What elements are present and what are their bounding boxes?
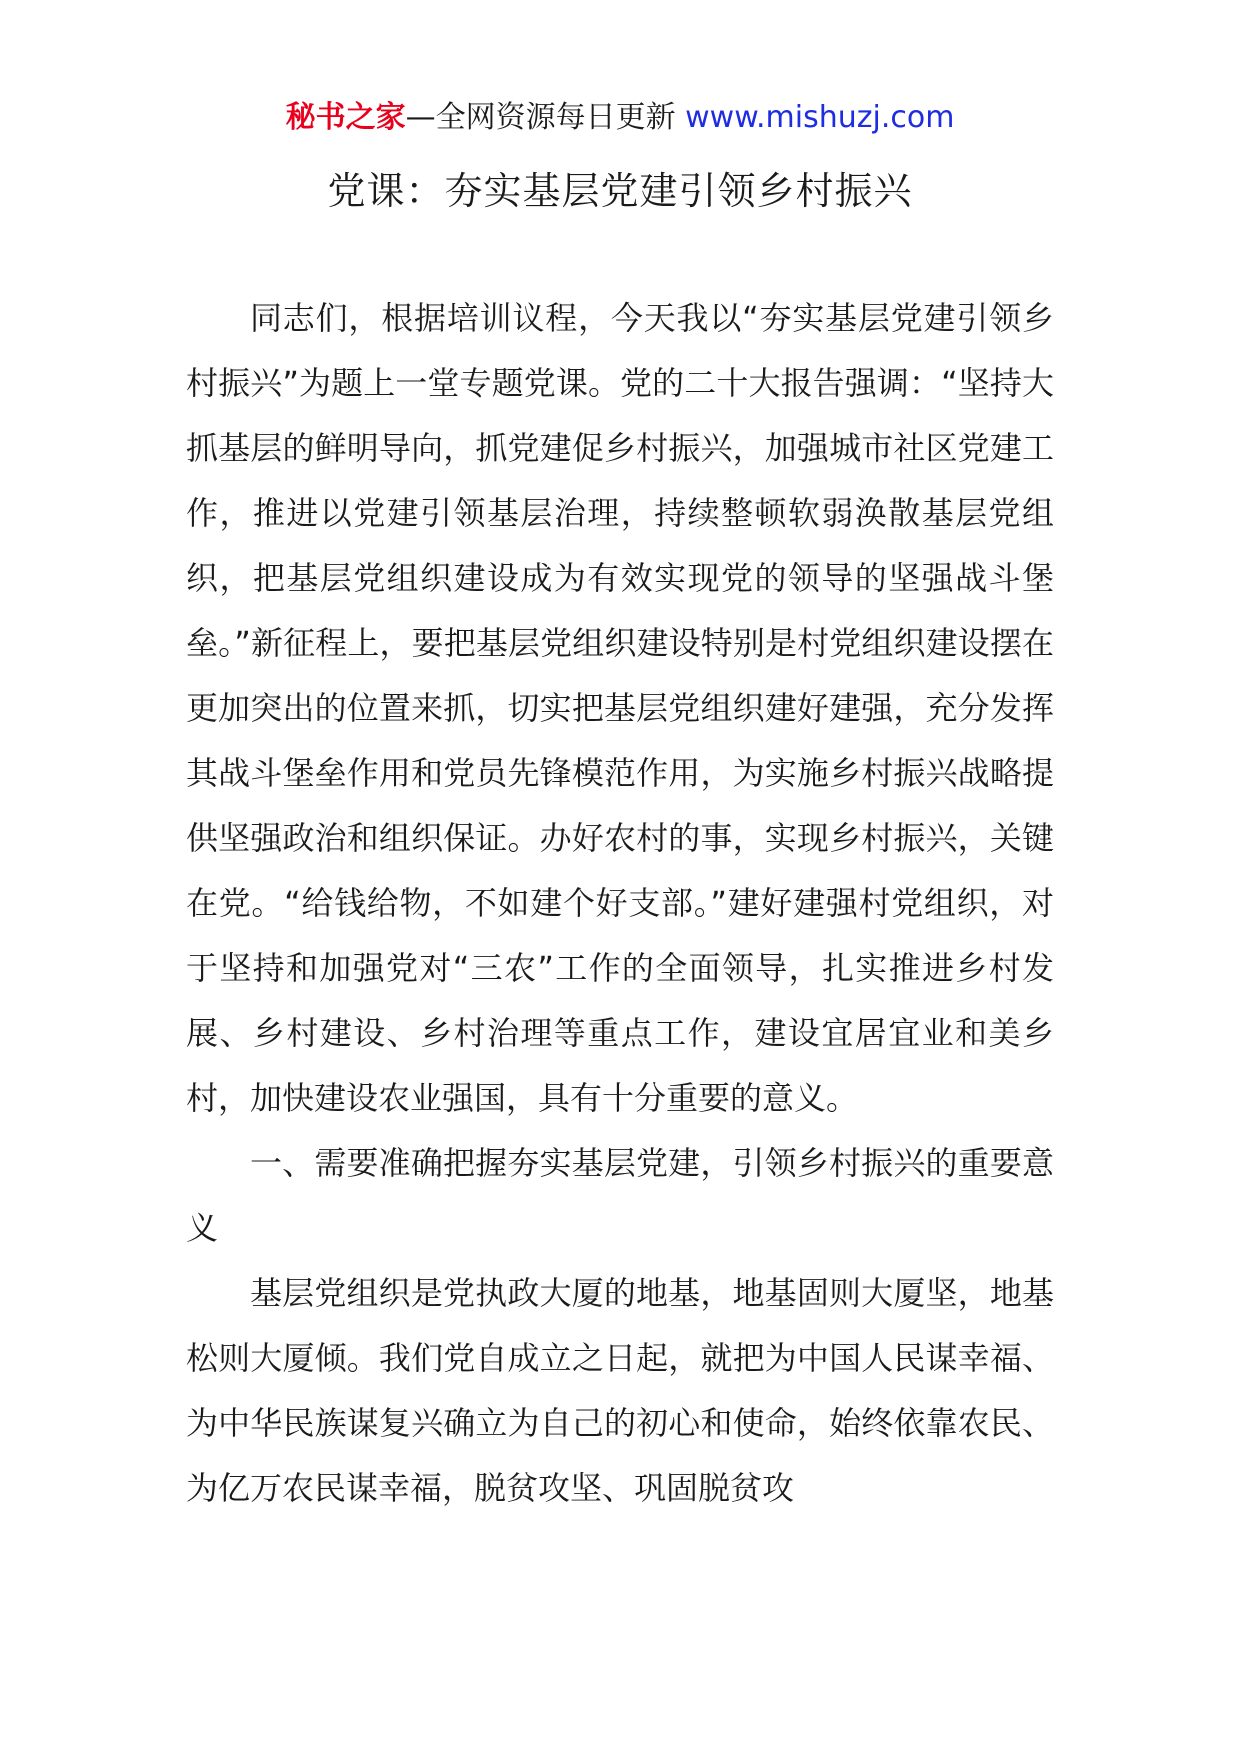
section-heading: 一、需要准确把握夯实基层党建，引领乡村振兴的重要意义 <box>186 1144 1054 1247</box>
section-paragraph: 基层党组织是党执政大厦的地基，地基固则大厦坚，地基松则大厦倾。我们党自成立之日起，就把为中国人民谋幸福、为中华民族谋复兴确立为自己的初心和使命，始终依靠农民、为亿万农民谋幸福，脱贫攻坚、巩固脱贫攻 <box>186 1274 1054 1507</box>
site-header <box>0 98 1240 138</box>
brand-name: 秘书之家 <box>285 100 406 135</box>
intro-paragraph: 同志们，根据培训议程，今天我以“夯实基层党建引领乡村振兴”为题上一堂专题党课。党的二十大报告强调：“坚持大抓基层的鲜明导向，抓党建促乡村振兴，加强城市社区党建工作，推进以党建引领基层治理，持续整顿软弱涣散基层党组织，把基层党组织建设成为有效实现党的领导的坚强战斗堡垒。”新征程上，要把基层党组织建设特别是村党组织建设摆在更加突出的位置来抓，切实把基层党组织建好建强，充分发挥其战斗堡垒作用和党员先锋模范作用，为实施乡村振兴战略提供坚强政治和组织保证。办好农村的事，实现乡村振兴，关键在党。“给钱给物，不如建个好支部。”建好建强村党组织，对于坚持和加强党对“三农”工作的全面领导，扎实推进乡村发展、乡村建设、乡村治理等重点工作，建设宜居宜业和美乡村，加快建设农业强国，具有十分重要的意义。 <box>186 299 1054 1117</box>
header-slogan: 全网资源每日更新 <box>435 100 686 135</box>
document-title: 党课：夯实基层党建引领乡村振兴 <box>327 169 913 213</box>
site-url-link[interactable]: www.mishuzj.com <box>685 100 955 135</box>
document-body <box>186 286 1054 1521</box>
header-dash: — <box>405 100 436 135</box>
